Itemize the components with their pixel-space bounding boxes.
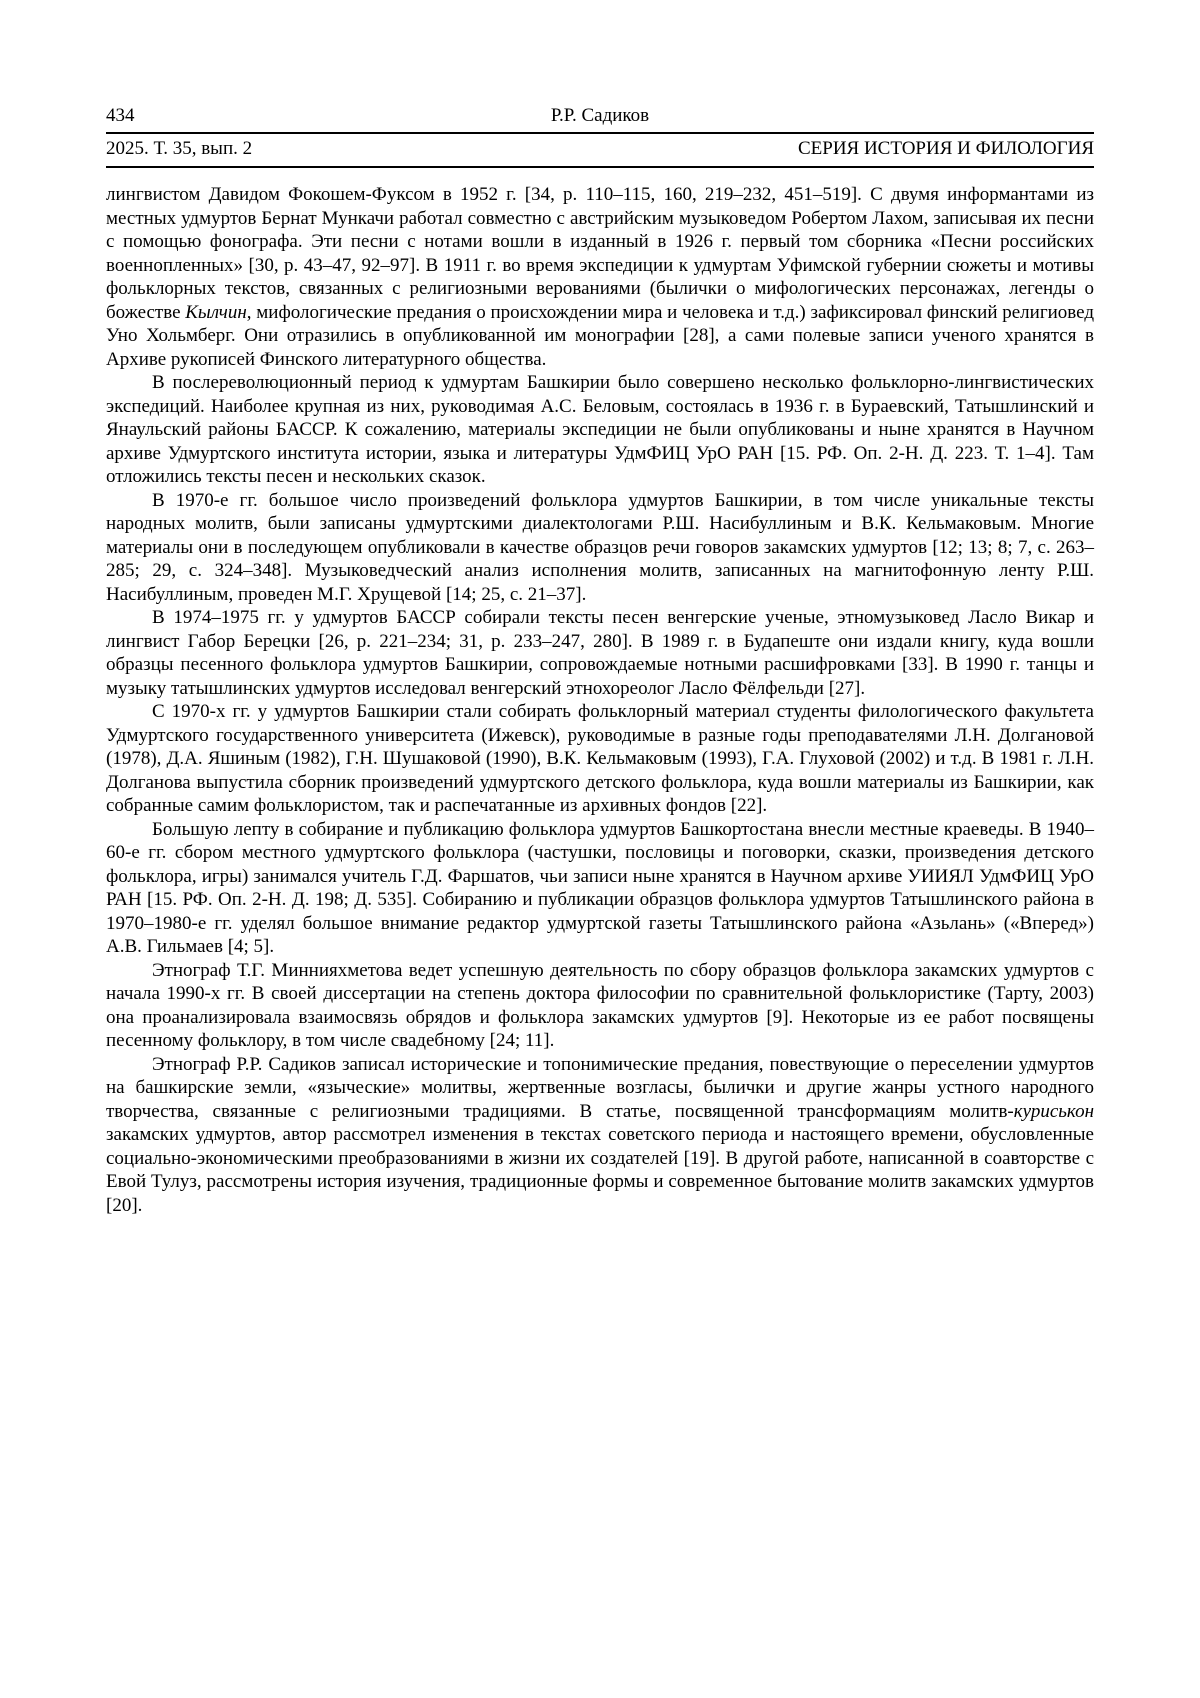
paragraph xyxy=(106,606,1094,700)
header-row-issue xyxy=(106,134,1094,168)
paragraph xyxy=(106,489,1094,607)
text-run: В 1970-е гг. большое число произведений фольклора удмуртов Башкирии, в том числе уникальные тексты народных молитв, были записаны удмуртскими диалектологами Р.Ш. Насибуллиным и В.К. Кельмаковым. Многие материалы они в последующем опубликовали в качестве образцов речи говоров закамских удмуртов [12; 13; 8; 7, с. 263–285; 29, с. 324–348]. Музыковедческий анализ исполнения молитв, записанных на магнитофонную ленту Р.Ш. Насибуллиным, проведен М.Г. Хрущевой [14; 25, с. 21–37]. xyxy=(106,489,1094,605)
paragraph xyxy=(106,700,1094,818)
italic-term: Кылчин xyxy=(185,301,247,323)
paragraph xyxy=(106,818,1094,959)
header-row-author xyxy=(106,103,1094,134)
text-run: лингвистом Давидом Фокошем-Фуксом в 1952 г. [34, p. 110–115, 160, 219–232, 451–519]. С двумя информантами из местных удмуртов Бернат Мункачи работал совместно с австрийским музыковедом Робертом Лахом, записывая их песни с помощью фонографа. Эти песни с нотами вошли в изданный в 1926 г. первый том сборника «Песни российских военнопленных» [30, p. 43–47, 92–97]. В 1911 г. во время экспедиции к удмуртам Уфимской губернии сюжеты и мотивы фольклорных текстов, связанных с религиозными верованиями (былички о мифологических персонажах, легенды о божестве xyxy=(106,184,1094,323)
page-number: 434 xyxy=(106,105,135,126)
paragraph xyxy=(106,183,1094,371)
text-run: Большую лепту в собирание и публикацию фольклора удмуртов Башкортостана внесли местные краеведы. В 1940–60-е гг. сбором местного удмуртского фольклора (частушки, пословицы и поговорки, сказки, произведения детского фольклора, игры) занимался учитель Г.Д. Фаршатов, чьи записи ныне хранятся в Научном архиве УИИЯЛ УдмФИЦ УрО РАН [15. РФ. Оп. 2-Н. Д. 198; Д. 535]. Собиранию и публикации образцов фольклора удмуртов Татышлинского района в 1970–1980-е гг. уделял большое внимание редактор удмуртской газеты Татышлинского района «Азьлань» («Вперед») А.В. Гильмаев [4; 5]. xyxy=(106,818,1094,957)
text-run: , мифологические предания о происхождении мира и человека и т.д.) зафиксировал финский религиовед Уно Хольмберг. Они отразились в опубликованной им монографии [28], а сами полевые записи ученого хранятся в Архиве рукописей Финского литературного общества. xyxy=(106,301,1094,370)
text-run: Этнограф Т.Г. Миннияхметова ведет успешную деятельность по сбору образцов фольклора закамских удмуртов с начала 1990-х гг. В своей диссертации на степень доктора философии по сравнительной фольклористике (Тарту, 2003) она проанализировала взаимосвязь обрядов и фольклора закамских удмуртов [9]. Некоторые из ее работ посвящены песенному фольклору, в том числе свадебному [24; 11]. xyxy=(106,959,1094,1051)
text-run: С 1970-х гг. у удмуртов Башкирии стали собирать фольклорный материал студенты филологического факультета Удмуртского государственного университета (Ижевск), руководимые в разные годы преподавателями Л.Н. Долгановой (1978), Д.А. Яшиным (1982), Г.Н. Шушаковой (1990), В.К. Кельмаковым (1993), Г.А. Глуховой (2002) и т.д. В 1981 г. Л.Н. Долганова выпустила сборник произведений удмуртского детского фольклора, куда вошли материалы из Башкирии, как собранные самим фольклористом, так и распечатанные из архивных фондов [22]. xyxy=(106,701,1094,816)
paragraph xyxy=(106,371,1094,489)
text-run: В 1974–1975 гг. у удмуртов БАССР собирали тексты песен венгерские ученые, этномузыковед Ласло Викар и лингвист Габор Берецки [26, p. 221–234; 31, p. 233–247, 280]. В 1989 г. в Будапеште они издали книгу, куда вошли образцы песенного фольклора удмуртов Башкирии, сопровождаемые нотными расшифровками [33]. В 1990 г. танцы и музыку татышлинских удмуртов исследовал венгерский этнохореолог Ласло Фёлфельди [27]. xyxy=(106,607,1094,699)
article-body xyxy=(106,183,1094,1217)
issue-info: 2025. Т. 35, вып. 2 xyxy=(106,138,253,159)
text-run: В послереволюционный период к удмуртам Башкирии было совершено несколько фольклорно-лингвистических экспедиций. Наиболее крупная из них, руководимая А.С. Беловым, состоялась в 1936 г. в Бураевский, Татышлинский и Янаульский районы БАССР. К сожалению, материалы экспедиции не были опубликованы и ныне хранятся в Научном архиве Удмуртского института истории, языка и литературы УдмФИЦ УрО РАН [15. РФ. Оп. 2-Н. Д. 223. Т. 1–4]. Там отложились тексты песен и нескольких сказок. xyxy=(106,372,1094,487)
paragraph xyxy=(106,959,1094,1053)
paragraph xyxy=(106,1053,1094,1218)
page-header xyxy=(106,103,1094,168)
text-run: закамских удмуртов, автор рассмотрел изменения в текстах советского периода и настоящего времени, обусловленные социально-экономическими преобразованиями в жизни их создателей [19]. В другой работе, написанной в соавторстве с Евой Тулуз, рассмотрены история изучения, традиционные формы и современное бытование молитв закамских удмуртов [20]. xyxy=(106,1124,1094,1216)
text-run: Этнограф Р.Р. Садиков записал исторические и топонимические предания, повествующие о переселении удмуртов на башкирские земли, «языческие» молитвы, жертвенные возгласы, былички и другие жанры устного народного творчества, связанные с религиозными традициями. В статье, посвященной трансформациям молитв- xyxy=(106,1053,1094,1122)
running-author: Р.Р. Садиков xyxy=(550,105,650,126)
italic-term: куриськон xyxy=(1013,1100,1094,1122)
series-title: СЕРИЯ ИСТОРИЯ И ФИЛОЛОГИЯ xyxy=(797,138,1094,159)
